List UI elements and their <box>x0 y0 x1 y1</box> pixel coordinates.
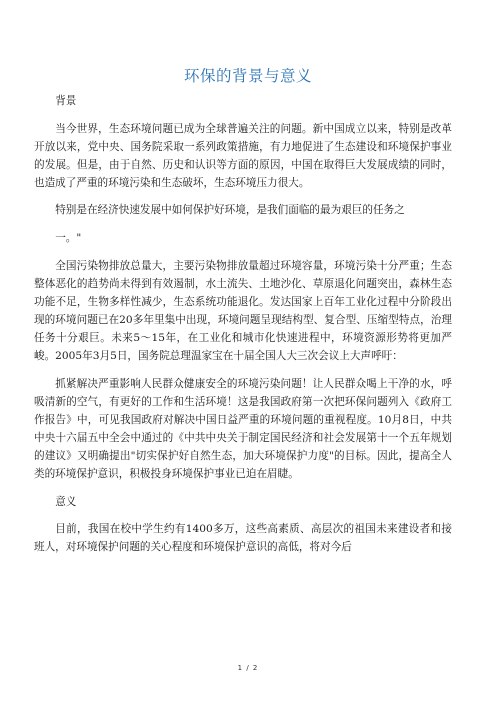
paragraph: 特别是在经济快速发展中如何保护好环境，是我们面临的最为艰巨的任务之 <box>55 204 405 217</box>
heading-background: 背景 <box>55 95 77 107</box>
heading-significance: 意义 <box>55 495 77 508</box>
page-indicator: 1 / 2 <box>237 664 259 672</box>
paragraph: 抓紧解决严重影响人民群众健康安全的环境污染问题！让人民群众喝上干净的水，呼吸清新的空气，有更好的工作和生活环境！这是我国政府第一次把环保问题列入《政府工作报告》中，可见我国政府对解决中国日益严重的环境问题的重视程度。10月8日，中共中央十六届五中全会中通过的《中共中央关于制定国民经济和社会发展第十一个五年规划的建议》又明确提出"切实保护好自然生态，加大环境保护力度"的目标。因此，提高全人类的环境保护意识，积极投身环境保护事业已迫在眉睫。 <box>34 377 452 481</box>
paragraph: 当今世界，生态环境问题已成为全球普遍关注的问题。新中国成立以来，特别是改革开放以来，党中央、国务院采取一系列政策措施，有力地促进了生态建设和环境保护事业的发展。但是，由于自然、历史和认识等方面的原因，中国在取得巨大发展成绩的同时，也造成了严重的环境污染和生态破坏，生态环境压力很大。 <box>34 122 452 189</box>
paragraph: 一。" <box>55 232 82 245</box>
paragraph: 全国污染物排放总量大，主要污染物排放量超过环境容量，环境污染十分严重；生态整体恶化的趋势尚未得到有效遏制，水土流失、土地沙化、草原退化问题突出，森林生态功能不足，生物多样性减少，生态系统功能退化。发达国家上百年工业化过程中分阶段出现的环境问题已在20多年里集中出现，环境问题呈现结构型、复合型、压缩型特点，治理任务十分艰巨。未来5～15年，在工业化和城市化快速进程中，环境资源形势将更加严峻。2005年3月5日，国务院总理温家宝在十届全国人大三次会议上大声呼吁： <box>34 259 452 363</box>
document-title: 环保的背景与意义 <box>183 67 312 85</box>
paragraph: 目前，我国在校中学生约有1400多万，这些高素质、高层次的祖国未来建设者和接班人，对环境保护问题的关心程度和环境保护意识的高低，将对今后 <box>34 523 452 554</box>
document-body <box>34 92 452 566</box>
